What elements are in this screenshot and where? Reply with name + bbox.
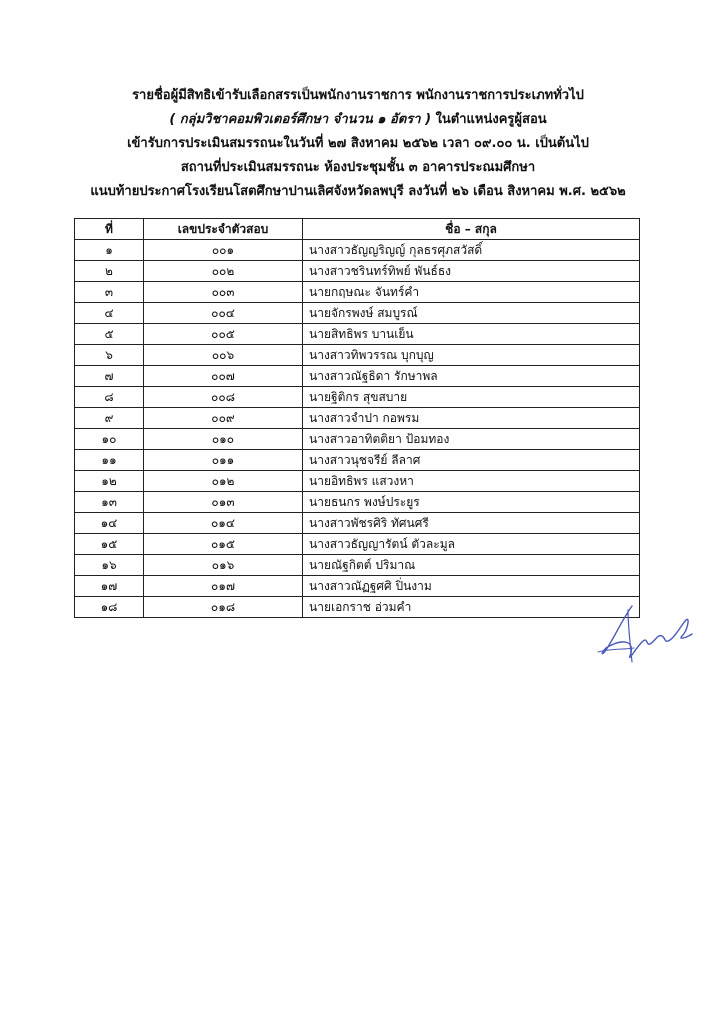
table-row	[75, 408, 640, 429]
row-exam-id: ๐๑๔	[144, 513, 303, 534]
table-row	[75, 555, 640, 576]
column-header-number: ที่	[75, 219, 144, 240]
row-number: ๕	[75, 324, 144, 345]
row-exam-id: ๐๑๒	[144, 471, 303, 492]
row-full-name: นางสาวณัฐธิดา รักษาพล	[303, 366, 640, 387]
row-exam-id: ๐๑๖	[144, 555, 303, 576]
row-full-name: นายสิทธิพร บานเย็น	[303, 324, 640, 345]
column-header-name: ชื่อ – สกุล	[303, 219, 640, 240]
table-row	[75, 576, 640, 597]
table-row	[75, 387, 640, 408]
row-number: ๑๓	[75, 492, 144, 513]
row-number: ๖	[75, 345, 144, 366]
row-full-name: นายจักรพงษ์ สมบูรณ์	[303, 303, 640, 324]
table-header-row	[75, 219, 640, 240]
header-line-3: เข้ารับการประเมินสมรรถนะในวันที่ ๒๗ สิงหาคม ๒๕๖๒ เวลา ๐๙.๐๐ น. เป็นต้นไป	[127, 136, 589, 151]
table-row	[75, 303, 640, 324]
row-exam-id: ๐๑๑	[144, 450, 303, 471]
row-number: ๓	[75, 282, 144, 303]
header-line-5: แนบท้ายประกาศโรงเรียนโสตศึกษาปานเลิศจังหวัดลพบุรี ลงวันที่ ๒๖ เดือน สิงหาคม พ.ศ. ๒๕๖๒	[90, 184, 626, 199]
column-header-exam-id: เลขประจำตัวสอบ	[144, 219, 303, 240]
row-number: ๑๗	[75, 576, 144, 597]
row-full-name: นายเอกราช อ่วมคำ	[303, 597, 640, 618]
row-full-name: นางสาวชรินทร์ทิพย์ พันธ์ธง	[303, 261, 640, 282]
table-row	[75, 366, 640, 387]
header-line-1: รายชื่อผู้มีสิทธิเข้ารับเลือกสรรเป็นพนักงานราชการ พนักงานราชการประเภททั่วไป	[132, 88, 584, 103]
row-full-name: นายกฤษณะ จันทร์คำ	[303, 282, 640, 303]
row-exam-id: ๐๑๘	[144, 597, 303, 618]
table-body	[75, 240, 640, 618]
row-number: ๑๐	[75, 429, 144, 450]
row-number: ๗	[75, 366, 144, 387]
row-exam-id: ๐๑๕	[144, 534, 303, 555]
row-full-name: นางสาวธัญญารัตน์ ตัวละมูล	[303, 534, 640, 555]
signature-image	[592, 590, 696, 670]
table-row	[75, 324, 640, 345]
row-full-name: นายณัฐกิตต์ ปริมาณ	[303, 555, 640, 576]
table-row	[75, 471, 640, 492]
row-number: ๑๑	[75, 450, 144, 471]
row-number: ๔	[75, 303, 144, 324]
row-number: ๑๖	[75, 555, 144, 576]
table-row	[75, 534, 640, 555]
row-exam-id: ๐๐๗	[144, 366, 303, 387]
row-exam-id: ๐๐๔	[144, 303, 303, 324]
row-number: ๑	[75, 240, 144, 261]
header-line-4: สถานที่ประเมินสมรรถนะ ห้องประชุมชั้น ๓ อาคารประณมศึกษา	[180, 160, 536, 175]
row-number: ๘	[75, 387, 144, 408]
table-row	[75, 450, 640, 471]
table-row	[75, 261, 640, 282]
row-number: ๑๕	[75, 534, 144, 555]
row-full-name: นางสาวทิพวรรณ บุกบุญ	[303, 345, 640, 366]
header-line-2-group: ( กลุ่มวิชาคอมพิวเตอร์ศึกษา จำนวน ๑ อัตรา )	[169, 112, 432, 127]
candidate-table	[74, 218, 640, 618]
table-row	[75, 513, 640, 534]
table-row	[75, 492, 640, 513]
row-full-name: นางสาวอาทิตติยา ป้อมทอง	[303, 429, 640, 450]
row-full-name: นางสาวจำปา กอพรม	[303, 408, 640, 429]
row-exam-id: ๐๐๓	[144, 282, 303, 303]
row-full-name: นางสาวธัญญริญญ์ กุลธรศุภสวัสดิ์	[303, 240, 640, 261]
row-full-name: นางสาวพัชรศิริ ทัศนศรี	[303, 513, 640, 534]
table-row	[75, 597, 640, 618]
table-row	[75, 282, 640, 303]
row-full-name: นายอิทธิพร แสวงหา	[303, 471, 640, 492]
row-number: ๑๒	[75, 471, 144, 492]
row-exam-id: ๐๐๖	[144, 345, 303, 366]
document-header	[40, 84, 676, 204]
row-full-name: นางสาวนุชจรีย์ ลีลาศ	[303, 450, 640, 471]
row-exam-id: ๐๑๗	[144, 576, 303, 597]
table-row	[75, 240, 640, 261]
row-full-name: นายฐิติกร สุขสบาย	[303, 387, 640, 408]
header-line-2-position: ในตำแหน่งครูผู้สอน	[431, 112, 547, 127]
header-line-2	[40, 108, 676, 132]
row-exam-id: ๐๐๑	[144, 240, 303, 261]
row-exam-id: ๐๐๘	[144, 387, 303, 408]
row-number: ๒	[75, 261, 144, 282]
row-number: ๑๘	[75, 597, 144, 618]
row-number: ๙	[75, 408, 144, 429]
row-number: ๑๔	[75, 513, 144, 534]
row-exam-id: ๐๑๓	[144, 492, 303, 513]
row-exam-id: ๐๑๐	[144, 429, 303, 450]
table-row	[75, 429, 640, 450]
row-full-name: นางสาวณัฏฐศศิ ปิ่นงาม	[303, 576, 640, 597]
table-row	[75, 345, 640, 366]
row-exam-id: ๐๐๕	[144, 324, 303, 345]
row-exam-id: ๐๐๙	[144, 408, 303, 429]
row-exam-id: ๐๐๒	[144, 261, 303, 282]
row-full-name: นายธนกร พงษ์ประยูร	[303, 492, 640, 513]
